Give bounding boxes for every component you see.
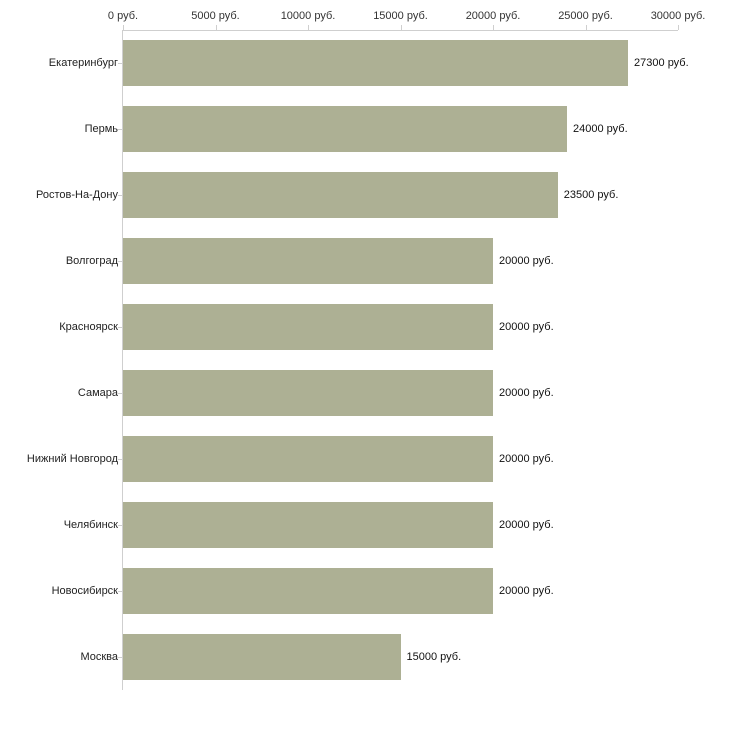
bar-row xyxy=(0,30,730,96)
category-label: Ростов-На-Дону xyxy=(35,189,118,201)
bar[interactable] xyxy=(123,172,558,218)
bar-value-label: 20000 руб. xyxy=(499,453,554,465)
x-axis-tick-label: 0 руб. xyxy=(107,10,139,22)
bar-row xyxy=(0,228,730,294)
bar-row xyxy=(0,558,730,624)
bar-value-label: 20000 руб. xyxy=(499,519,554,531)
bar[interactable] xyxy=(123,634,401,680)
bar-value-label: 24000 руб. xyxy=(573,123,628,135)
y-axis-tick-mark xyxy=(118,129,122,130)
y-axis-tick-mark xyxy=(118,63,122,64)
bar-value-label: 20000 руб. xyxy=(499,387,554,399)
x-axis-tick-label: 25000 руб. xyxy=(558,10,613,22)
y-axis-tick-mark xyxy=(118,591,122,592)
y-axis-tick-mark xyxy=(118,459,122,460)
bar-row xyxy=(0,492,730,558)
bar-row xyxy=(0,624,730,690)
bar-value-label: 15000 руб. xyxy=(406,651,462,663)
category-label-container xyxy=(0,492,118,558)
category-label-container xyxy=(0,624,118,690)
category-label-container xyxy=(0,162,118,228)
bar[interactable] xyxy=(123,40,628,86)
y-axis-tick-mark xyxy=(118,657,122,658)
bar[interactable] xyxy=(123,502,493,548)
category-label: Челябинск xyxy=(63,519,118,531)
bar[interactable] xyxy=(123,436,493,482)
category-label: Самара xyxy=(77,387,118,399)
bar-row xyxy=(0,360,730,426)
category-label: Новосибирск xyxy=(51,585,118,597)
y-axis-tick-mark xyxy=(118,327,122,328)
bar-value-label: 20000 руб. xyxy=(499,585,554,597)
category-label-container xyxy=(0,228,118,294)
category-label: Волгоград xyxy=(65,255,118,267)
x-axis-tick-label: 10000 руб. xyxy=(280,10,336,22)
bar-value-label: 23500 руб. xyxy=(563,189,619,201)
y-axis-tick-mark xyxy=(118,195,122,196)
x-axis-tick-label: 20000 руб. xyxy=(465,10,521,22)
bar-row xyxy=(0,162,730,228)
bar-row xyxy=(0,96,730,162)
y-axis-tick-mark xyxy=(118,261,122,262)
category-label: Нижний Новгород xyxy=(26,453,118,465)
bar[interactable] xyxy=(123,304,493,350)
category-label-container xyxy=(0,294,118,360)
x-axis-tick-label: 30000 руб. xyxy=(650,10,706,22)
bar-row xyxy=(0,294,730,360)
category-label: Красноярск xyxy=(59,321,118,333)
bar[interactable] xyxy=(123,106,567,152)
bar[interactable] xyxy=(123,568,493,614)
category-label: Москва xyxy=(80,651,118,663)
bar[interactable] xyxy=(123,238,493,284)
bar-value-label: 20000 руб. xyxy=(499,321,554,333)
y-axis-tick-mark xyxy=(118,393,122,394)
bar-value-label: 20000 руб. xyxy=(499,255,554,267)
y-axis-tick-mark xyxy=(118,525,122,526)
x-axis-tick-label: 15000 руб. xyxy=(373,10,428,22)
category-label-container xyxy=(0,30,118,96)
category-label: Екатеринбург xyxy=(48,57,118,69)
category-label-container xyxy=(0,360,118,426)
category-label: Пермь xyxy=(84,123,118,135)
x-axis-tick-label: 5000 руб. xyxy=(191,10,240,22)
category-label-container xyxy=(0,426,118,492)
bar[interactable] xyxy=(123,370,493,416)
bar-value-label: 27300 руб. xyxy=(634,57,689,69)
category-label-container xyxy=(0,558,118,624)
category-label-container xyxy=(0,96,118,162)
bar-row xyxy=(0,426,730,492)
